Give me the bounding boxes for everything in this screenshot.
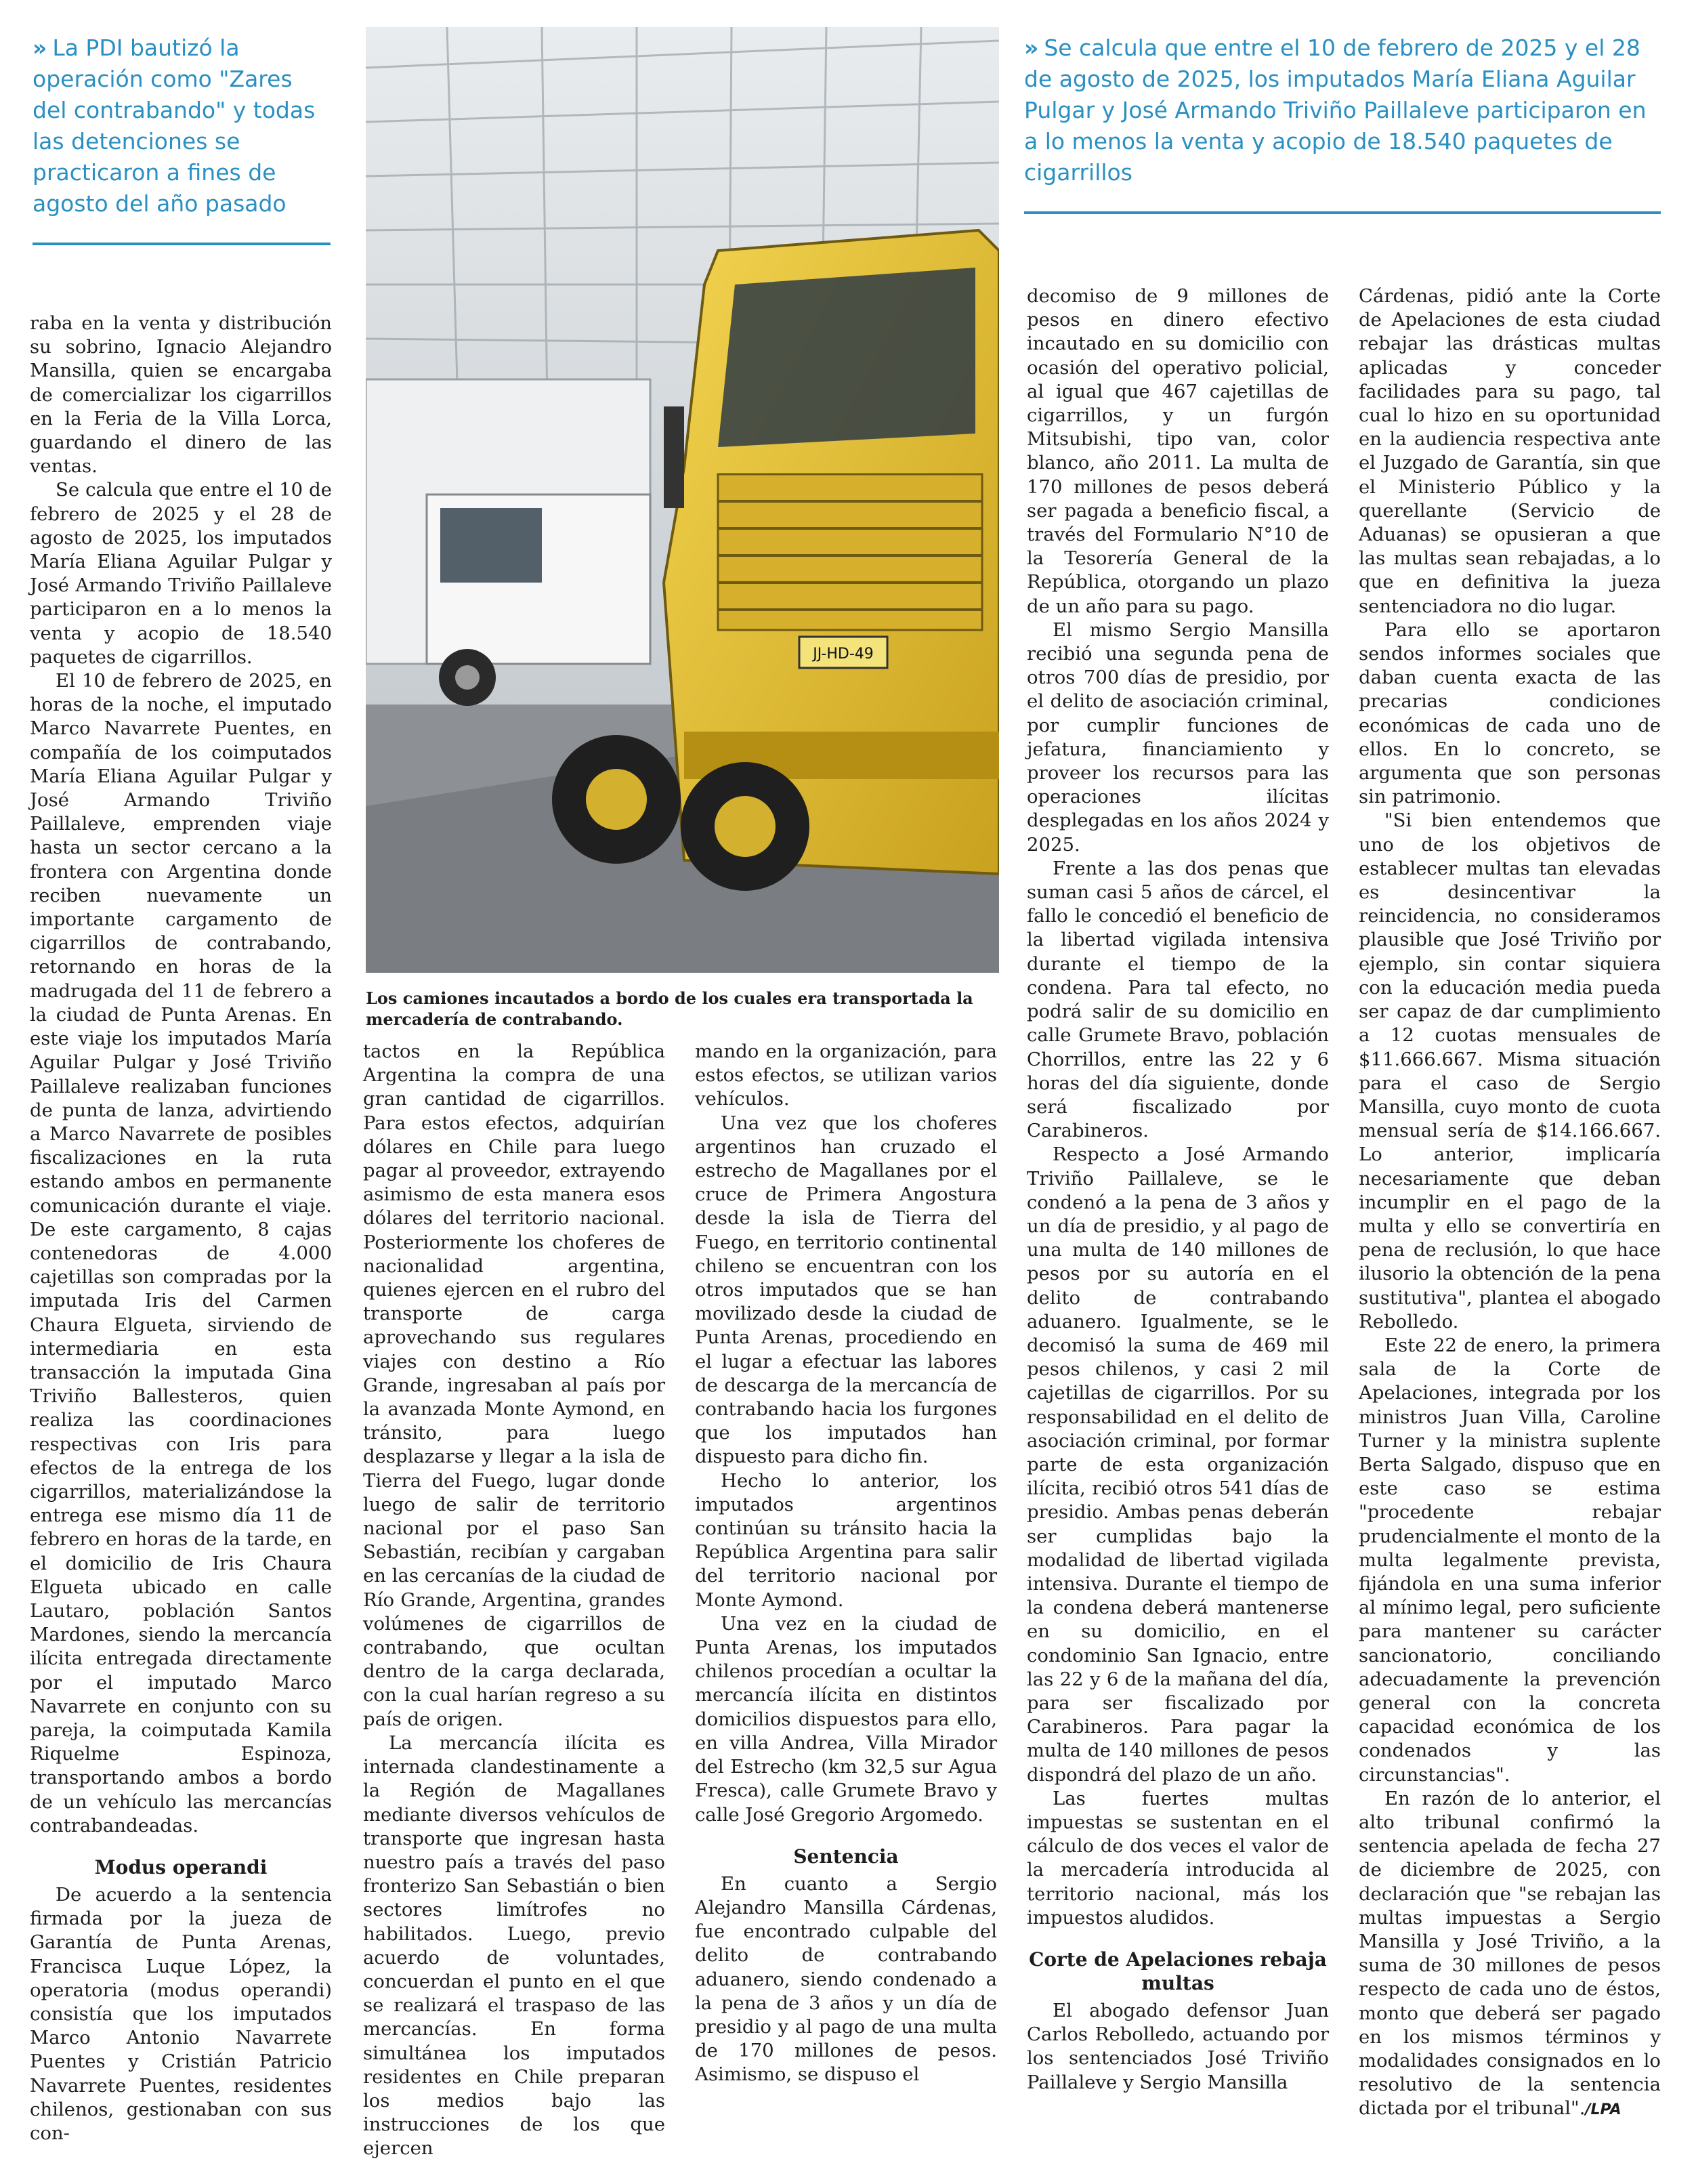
- paragraph: Una vez en la ciudad de Punta Arenas, los imputados chilenos procedían a ocultar la mercancía ilícita en distintos domicilios dispuestos para ello, en villa Andrea, Villa Mirador del Estrecho (km 32,5 sur Agua Fresca), calle Grumete Bravo y calle José Gregorio Argomedo.: [695, 1612, 997, 1826]
- pullquote-right-rule: [1024, 211, 1661, 214]
- truck-illustration: [366, 27, 999, 973]
- column-2: [363, 1040, 665, 2161]
- column-3: [695, 1040, 997, 2087]
- paragraph: Respecto a José Armando Triviño Paillaleve, se le condenó a la pena de 3 años y un día de presidio, y al pago de una multa de 140 millones de pesos por su autoría en el delito de contrabando aduanero. Igualmente, se le decomisó la suma de 469 mil pesos chilenos, y casi 2 mil cajetillas de cigarrillos. Por su responsabilidad en el delito de asociación criminal, por formar parte de esta organización ilícita, recibió otros 541 días de presidio. Ambas penas deberán ser cumplidas bajo la modalidad de libertad vigilada intensiva. Durante el tiempo de la condena deberá mantenerse en su domicilio, en el condominio San Ignacio, entre las 22 y 6 de la mañana del día, para ser fiscalizado por Carabineros. Para pagar la multa de 140 millones de pesos dispondrá del plazo de un año.: [1027, 1143, 1329, 1786]
- author-credit: /LPA: [1585, 2101, 1621, 2119]
- paragraph: [1359, 1787, 1661, 2122]
- paragraph: Frente a las dos penas que suman casi 5 años de cárcel, el fallo le concedió el beneficio de la libertad vigilada intensiva durante el tiempo de la condena. Para tal efecto, no podrá salir de su domicilio en calle Grumete Bravo, población Chorrillos, entre las 22 y 6 horas del día siguiente, donde será fiscalizado por Carabineros.: [1027, 857, 1329, 1142]
- column-1: [30, 312, 332, 2145]
- pullquote-left-text: La PDI bautizó la operación como "Zares del contrabando" y todas las detenciones se practicaron a fines de agosto del año pasado: [33, 35, 316, 217]
- paragraph: Hecho lo anterior, los imputados argentinos continúan su tránsito hacia la República Argentina para salir del territorio nacional por Monte Aymond.: [695, 1469, 997, 1611]
- paragraph: Se calcula que entre el 10 de febrero de 2025 y el 28 de agosto de 2025, los imputados María Eliana Aguilar Pulgar y José Armando Triviño Paillaleve participaron en a lo menos la venta y acopio de 18.540 paquetes de cigarrillos.: [30, 479, 332, 668]
- pullquote-left-rule: [33, 243, 331, 245]
- paragraph: raba en la venta y distribución su sobrino, Ignacio Alejandro Mansilla, quien se encargaba de comercializar los cigarrillos en la Feria de la Villa Lorca, guardando el dinero de las ventas.: [30, 312, 332, 478]
- paragraph: Las fuertes multas impuestas se sustentan en el cálculo de dos veces el valor de la mercadería introducida al territorio nacional, más los impuestos aludidos.: [1027, 1787, 1329, 1929]
- pullquote-right: [1024, 33, 1661, 188]
- column-5: [1359, 285, 1661, 2122]
- paragraph: Para ello se aportaron sendos informes sociales que daban cuenta exacta de las precarias condiciones económicas de cada uno de ellos. En lo concreto, se argumenta que son personas sin patrimonio.: [1359, 618, 1661, 808]
- photo-caption: Los camiones incautados a bordo de los cuales era transportada la mercadería de contrabando.: [366, 988, 973, 1029]
- truck-photo: [366, 27, 999, 973]
- paragraph: El 10 de febrero de 2025, en horas de la noche, el imputado Marco Navarrete Puentes, en compañía de los coimputados María Eliana Aguilar Pulgar y José Armando Triviño Paillaleve, emprenden viaje hasta un sector cercano a la frontera con Argentina donde reciben nuevamente un importante cargamento de cigarrillos de contrabando, retornando en horas de la madrugada del 11 de febrero a la ciudad de Punta Arenas. En este viaje los imputados María Aguilar Pulgar y José Triviño Paillaleve realizaban funciones de punta de lanza, advirtiendo a Marco Navarrete de posibles fiscalizaciones en la ruta estando ambos en permanente comunicación durante el viaje. De este cargamento, 8 cajas contenedoras de 4.000 cajetillas son compradas por la imputada Iris del Carmen Chaura Elgueta, sirviendo de intermediaria en esta transacción la imputada Gina Triviño Ballesteros, quien realiza las coordinaciones respectivas con Iris para efectos de la entrega de los cigarrillos, materializándose la entrega ese mismo día 11 de febrero en horas de la tarde, en el domicilio de Iris Chaura Elgueta ubicado en calle Lautaro, población Santos Mardones, siendo la mercancía ilícita entregada directamente por el imputado Marco Navarrete en conjunto con su pareja, la coimputada Kamila Riquelme Espinoza, transportando ambos a bordo de un vehículo las mercancías contrabandeadas.: [30, 670, 332, 1836]
- paragraph: "Si bien entendemos que uno de los objetivos de establecer multas tan elevadas es desincentivar la reincidencia, no consideramos plausible que José Triviño por ejemplo, sin contar siquiera con la educación media pueda ser capaz de dar cumplimiento a 12 cuotas mensuales de $11.666.667. Misma situación para el caso de Sergio Mansilla, cuyo monto de cuota mensual sería de $14.166.667. Lo anterior, implicaría necesariamente que deban incumplir en el pago de la multa y ello se convertiría en pena de reclusión, lo que hace ilusorio la obtención de la pena sustitutiva", plantea el abogado Rebolledo.: [1359, 810, 1661, 1332]
- paragraph: El abogado defensor Juan Carlos Rebolledo, actuando por los sentenciados José Triviño Paillaleve y Sergio Mansilla: [1027, 2000, 1329, 2093]
- paragraph: La mercancía ilícita es internada clandestinamente a la Región de Magallanes mediante diversos vehículos de transporte que ingresan hasta nuestro país a través del paso fronterizo San Sebastián o bien sectores limítrofes no habilitados. Luego, previo acuerdo de voluntades, concuerdan el punto en el que se realizará el traspaso de las mercancías. En forma simultánea los imputados residentes en Chile preparan los medios bajo las instrucciones de los que ejercen: [363, 1731, 665, 2160]
- column-4: [1027, 285, 1329, 2095]
- paragraph: Una vez que los choferes argentinos han cruzado el estrecho de Magallanes por el cruce de Primera Angostura desde la isla de Tierra del Fuego, en territorio continental chileno se encuentran con los otros imputados que se han movilizado desde la ciudad de Punta Arenas, procediendo en el lugar a efectuar las labores de descarga de la mercancía de contrabando hacia los furgones que los imputados han dispuesto para dicho fin.: [695, 1112, 997, 1468]
- double-chevron-icon: »: [33, 35, 43, 61]
- pullquote-left: [33, 33, 331, 219]
- subheading-modus-operandi: Modus operandi: [94, 1856, 268, 1878]
- paragraph: decomiso de 9 millones de pesos en dinero efectivo incautado en su domicilio con ocasión del operativo policial, al igual que 467 cajetillas de cigarrillos, y un furgón Mitsubishi, tipo van, color blanco, año 2011. La multa de 170 millones de pesos deberá ser pagada a beneficio fiscal, a través del Formulario N°10 de la Tesorería General de la República, otorgando un plazo de un año para su pago.: [1027, 285, 1329, 617]
- subheading-sentencia: Sentencia: [793, 1845, 899, 1868]
- paragraph: mando en la organización, para estos efectos, se utilizan varios vehículos.: [695, 1041, 997, 1110]
- pullquote-right-text: Se calcula que entre el 10 de febrero de 2025 y el 28 de agosto de 2025, los imputados María Eliana Aguilar Pulgar y José Armando Triviño Paillaleve participaron en a lo menos la venta y acopio de 18.540 paquetes de cigarrillos: [1024, 35, 1647, 186]
- paragraph: El mismo Sergio Mansilla recibió una segunda pena de otros 700 días de presidio, por el delito de asociación criminal, por cumplir funciones de jefatura, financiamiento y proveer los recursos para las operaciones ilícitas desplegadas en los años 2024 y 2025.: [1027, 618, 1329, 856]
- paragraph: Este 22 de enero, la primera sala de la Corte de Apelaciones, integrada por los ministros Juan Villa, Caroline Turner y la ministra suplente Berta Salgado, dispuso que en este caso se estima "procedente rebajar prudencialmente el monto de la multa legalmente prevista, fijándola en una suma inferior al mínimo legal, pero suficiente para mantener su carácter sancionatorio, conciliando adecuadamente la prevención general con la concreta capacidad económica de los condenados y las circunstancias".: [1359, 1334, 1661, 1786]
- paragraph: Cárdenas, pidió ante la Corte de Apelaciones de esta ciudad rebajar las drásticas multas aplicadas y conceder facilidades para su pago, tal cual lo hizo en su oportunidad en la audiencia respectiva ante el Juzgado de Garantía, sin que el Ministerio Público y la querellante (Servicio de Aduanas) se opusieran a que las multas sean rebajadas, a lo que en definitiva la jueza sentenciadora no dio lugar.: [1359, 285, 1661, 617]
- license-plate: JJ-HD-49: [813, 646, 874, 663]
- final-paragraph-text: En razón de lo anterior, el alto tribunal confirmó la sentencia apelada de fecha 27 de diciembre de 2025, con declaración que "se rebajan las multas impuestas a Sergio Mansilla y José Triviño, a la suma de 30 millones de pesos respecto de cada uno de éstos, monto que deberá ser pagado en los mismos términos y modalidades consignados en lo resolutivo de la sentencia dictada por el tribunal".: [1359, 1787, 1661, 2120]
- double-chevron-icon: »: [1024, 35, 1035, 61]
- paragraph: En cuanto a Sergio Alejandro Mansilla Cárdenas, fue encontrado culpable del delito de contrabando aduanero, siendo condenado a la pena de 3 años y un día de presidio y al pago de una multa de 170 millones de pesos. Asimismo, se dispuso el: [695, 1872, 997, 2086]
- paragraph: tactos en la República Argentina la compra de una gran cantidad de cigarrillos. Para estos efectos, adquirían dólares en Chile para luego pagar al proveedor, extrayendo asimismo de esta manera esos dólares del territorio nacional. Posteriormente los choferes de nacionalidad argentina, quienes ejercen en el rubro del transporte de carga aprovechando sus regulares viajes con destino a Río Grande, ingresaban al país por la avanzada Monte Aymond, en tránsito, para luego desplazarse y llegar a la isla de Tierra del Fuego, lugar donde luego de salir de territorio nacional por el paso San Sebastián, recibían y cargaban en las cercanías de la ciudad de Río Grande, Argentina, grandes volúmenes de cigarrillos de contrabando, que ocultan dentro de la carga declarada, con la cual harían regreso a su país de origen.: [363, 1041, 665, 1730]
- paragraph: De acuerdo a la sentencia firmada por la jueza de Garantía de Punta Arenas, Francisca Luque López, la operatoria (modus operandi) consistía que los imputados Marco Antonio Navarrete Puentes y Cristián Patricio Navarrete Puentes, residentes chilenos, gestionaban con sus con-: [30, 1884, 332, 2145]
- subheading-corte-apelaciones: Corte de Apelaciones rebaja multas: [1029, 1948, 1327, 1995]
